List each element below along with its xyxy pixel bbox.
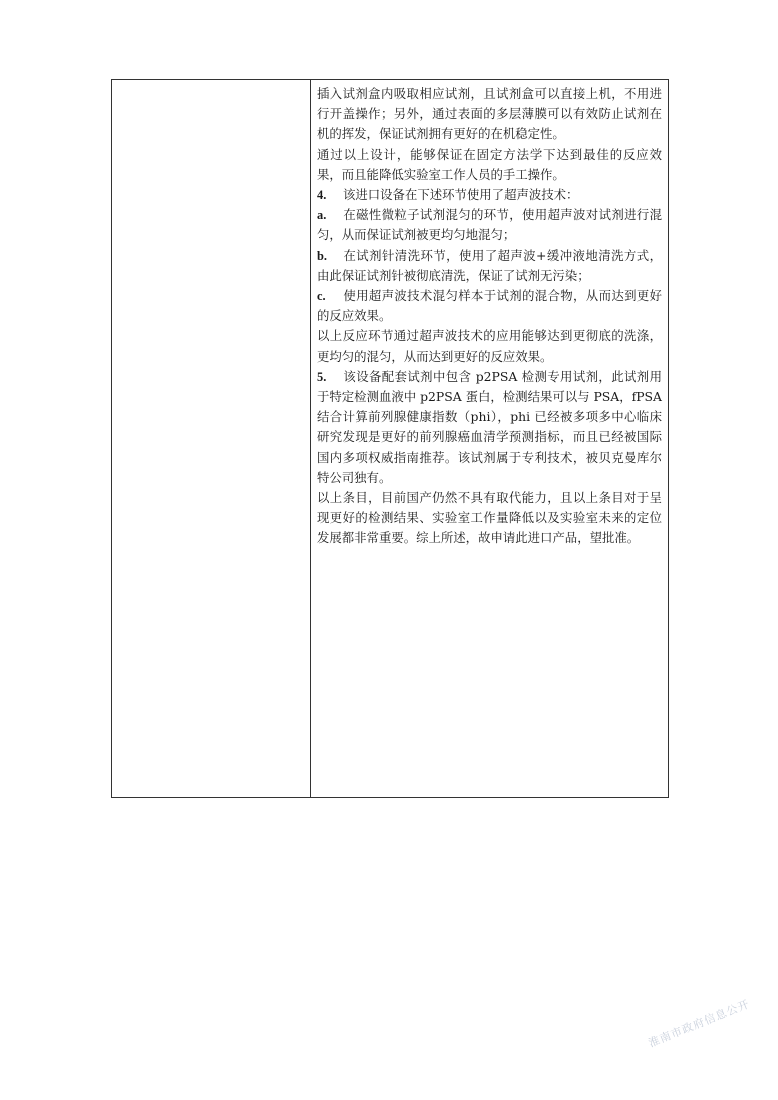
item-text: 在磁性微粒子试剂混匀的环节，使用超声波对试剂进行混匀，从而保证试剂被更均匀地混匀； — [317, 207, 662, 243]
paragraph-intro — [317, 84, 662, 145]
paragraph-text: 以上条目，目前国产仍然不具有取代能力，且以上条目对于呈现更好的检测结果、实验室工作量降低以及实验室未来的定位发展都非常重要。综上所述，故申请此进口产品，望批准。 — [317, 490, 662, 546]
table-right-column — [311, 80, 668, 797]
item-text: 该设备配套试剂中包含 p2PSA 检测专用试剂，此试剂用于特定检测血液中 p2PSA 蛋白，检测结果可以与 PSA，fPSA 结合计算前列腺健康指数（phi），phi 已经被多项多中心临床研究发现是更好的前列腺癌血清学预测指标，而且已经被国际国内多项权威指南推荐。该试剂属于专利技术，被贝克曼库尔特公司独有。 — [317, 368, 662, 485]
paragraph-conclusion — [317, 488, 662, 549]
item-b — [317, 246, 662, 286]
item-letter: c. — [317, 289, 326, 304]
item-letter: b. — [317, 248, 327, 263]
item-text: 该进口设备在下述环节使用了超声波技术： — [343, 187, 579, 203]
item-text: 在试剂针清洗环节，使用了超声波+缓冲液地清洗方式，由此保证试剂针被彻底清洗，保证了试剂无污染； — [317, 247, 662, 283]
item-a — [317, 205, 662, 245]
item-letter: a. — [317, 208, 327, 223]
watermark-stamp: 淮南市政府信息公开 — [646, 997, 752, 1050]
item-c — [317, 286, 662, 326]
item-number: 4. — [317, 188, 327, 203]
content-table — [111, 79, 669, 798]
paragraph-ultrasound-summary — [317, 326, 662, 366]
item-number: 5. — [317, 369, 327, 384]
paragraph-text: 插入试剂盒内吸取相应试剂，且试剂盒可以直接上机，不用进行开盖操作；另外，通过表面的多层薄膜可以有效防止试剂在机的挥发，保证试剂拥有更好的在机稳定性。 — [317, 86, 662, 142]
item-4 — [317, 185, 662, 205]
item-text: 使用超声波技术混匀样本于试剂的混合物，从而达到更好的反应效果。 — [317, 288, 662, 324]
paragraph-text: 以上反应环节通过超声波技术的应用能够达到更彻底的洗涤，更均匀的混匀，从而达到更好的反应效果。 — [317, 328, 662, 364]
paragraph-summary — [317, 145, 662, 185]
table-left-column — [112, 80, 311, 797]
paragraph-text: 通过以上设计，能够保证在固定方法学下达到最佳的反应效果，而且能降低实验室工作人员的手工操作。 — [317, 146, 662, 182]
item-5 — [317, 367, 662, 488]
